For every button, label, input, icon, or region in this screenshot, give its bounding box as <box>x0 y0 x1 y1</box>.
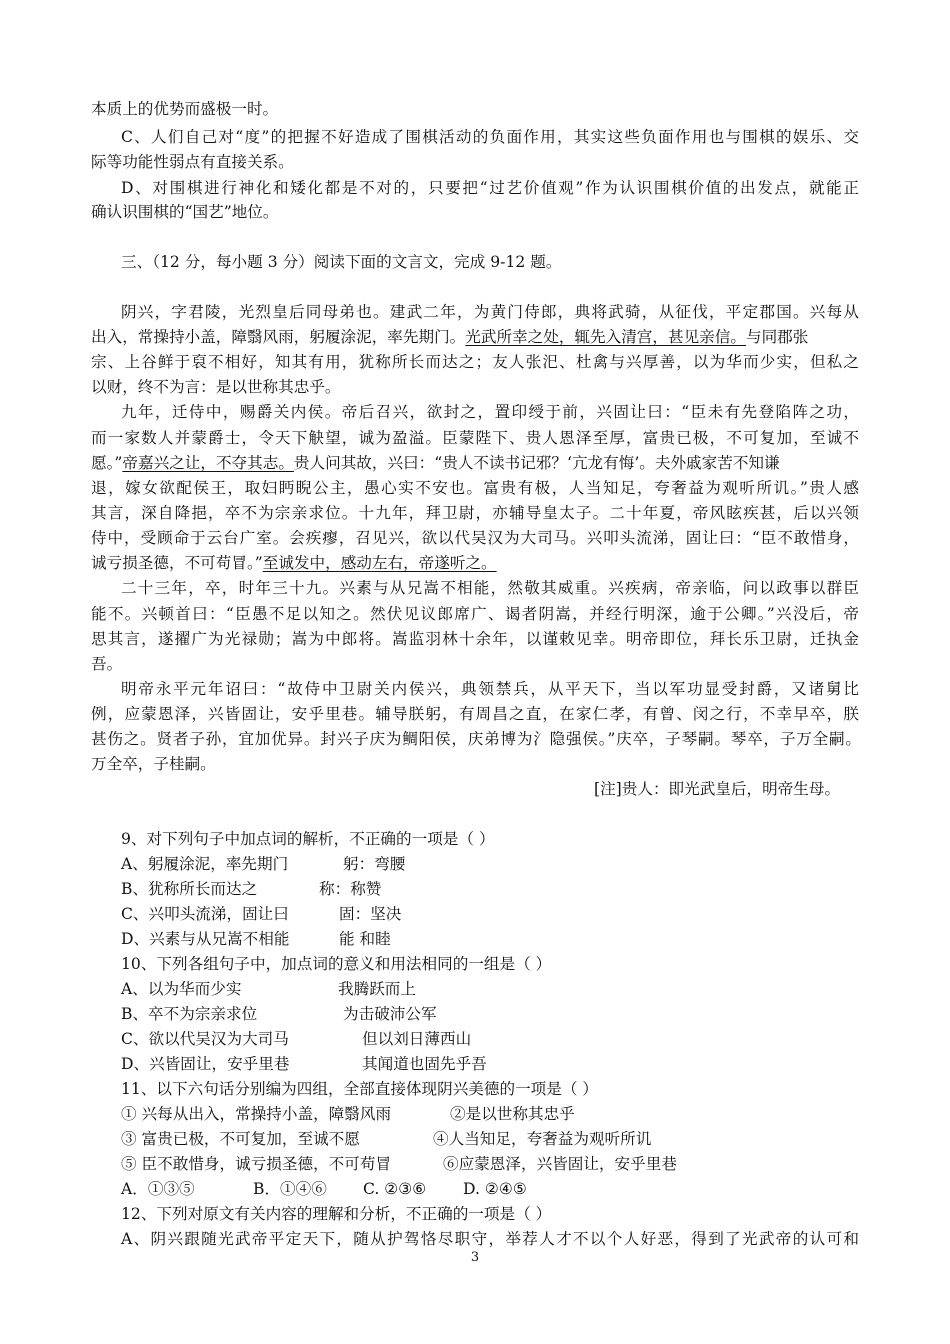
q10-option-c: C、欲以代吴汉为大司马 <box>121 1030 289 1048</box>
q9-option-d: D、兴素与从兄嵩不相能 <box>121 930 290 948</box>
q11-item: ②是以世称其忠乎 <box>450 1105 575 1123</box>
q11-choice-a: A．①③⑤ <box>121 1180 195 1198</box>
text-line: 确认识围棋的“国艺”地位。 <box>91 203 279 221</box>
text-line: 际等功能性弱点有直接关系。 <box>91 153 294 171</box>
q11-item: ⑥应蒙恩泽，兴皆固让，安乎里巷 <box>443 1155 677 1173</box>
passage-line: 愿。”帝嘉兴之让，不夺其志。贵人问其故，兴曰：“贵人不读书记邪？‘亢龙有悔’。夫外戚家苦不知谦 <box>91 454 780 472</box>
page-number: 3 <box>470 1250 480 1265</box>
passage-line: 例，应蒙恩泽，兴皆固让，安乎里巷。辅导朕躬，有周昌之直，在家仁孝，有曾、闵之行，不幸早卒，朕 <box>91 705 859 723</box>
q10-pair-c: 但以刘日薄西山 <box>362 1030 472 1048</box>
passage-line: 万全卒，子桂嗣。 <box>91 755 216 773</box>
question-9-stem: 9、对下列句子中加点词的解析，不正确的一项是（ ） <box>121 830 495 848</box>
passage-line: 其言，深自降挹，卒不为宗亲求位。十九年，拜卫尉，亦辅导皇太子。二十年夏，帝风眩疾甚，后以兴领 <box>91 504 859 522</box>
underlined-sentence: 帝嘉兴之让，不夺其志。 <box>122 454 294 472</box>
passage-line: 吾。 <box>91 655 123 673</box>
q11-choice-d: D. ②④⑤ <box>463 1180 527 1198</box>
passage-line: 能不。兴顿首曰：“臣愚不足以知之。然伏见议郎席广、谒者阴嵩，并经行明深，逾于公卿。”兴没后，帝 <box>91 605 859 623</box>
q9-option-b: B、犹称所长而达之 <box>121 880 258 898</box>
option-c: C、人们自己对“度”的把握不好造成了围棋活动的负面作用，其实这些负面作用也与围棋的娱乐、交 <box>121 128 859 146</box>
q10-pair-a: 我腾跃而上 <box>338 980 416 998</box>
passage-line: 退，嫁女欲配侯王，取妇眄睨公主，愚心实不安也。富贵有极，人当知足，夸奢益为观听所讥。”贵人感 <box>91 479 859 497</box>
q10-pair-d: 其闻道也固先乎吾 <box>362 1055 487 1073</box>
q11-item: ③ 富贵已极，不可复加，至诚不愿 <box>121 1130 360 1148</box>
q11-item: ① 兴每从出入，常操持小盖，障翳风雨 <box>121 1105 392 1123</box>
underlined-sentence: 至诚发中，感动左右，帝遂听之。 <box>262 554 497 572</box>
q11-item: ④人当知足，夸奢益为观听所讥 <box>433 1130 652 1148</box>
underlined-sentence: 光武所幸之处，辄先入清宫，甚见亲信。 <box>465 328 746 346</box>
question-10-stem: 10、下列各组句子中，加点词的意义和用法相同的一组是（ ） <box>121 955 552 973</box>
question-11-stem: 11、以下六句话分别编为四组，全部直接体现阴兴美德的一项是（ ） <box>121 1080 599 1098</box>
q10-option-b: B、卒不为宗亲求位 <box>121 1005 258 1023</box>
passage-line: 诚亏损圣德，不可苟冒。”至诚发中，感动左右，帝遂听之。 <box>91 554 497 572</box>
passage-line: 明帝永平元年诏曰：“故侍中卫尉关内侯兴，典领禁兵，从平天下，当以军功显受封爵，又诸舅比 <box>121 680 859 698</box>
q11-choice-c: C. ②③⑥ <box>363 1180 427 1198</box>
q10-option-d: D、兴皆固让，安乎里巷 <box>121 1055 290 1073</box>
passage-line: 侍中，受顾命于云台广室。会疾瘳，召见兴，欲以代吴汉为大司马。兴叩头流涕，固让曰：“臣不敢惜身， <box>91 529 859 547</box>
footnote: [注]贵人：即光武皇后，明帝生母。 <box>594 780 841 798</box>
q11-choice-b: B．①④⑥ <box>253 1180 327 1198</box>
option-d: D、对围棋进行神化和矮化都是不对的，只要把“过艺价值观”作为认识围棋价值的出发点，就能正 <box>121 179 859 197</box>
question-12-stem: 12、下列对原文有关内容的理解和分析，不正确的一项是（ ） <box>121 1205 552 1223</box>
q10-pair-b: 为击破沛公军 <box>343 1005 437 1023</box>
q9-option-c: C、兴叩头流涕，固让曰 <box>121 905 289 923</box>
passage-line: 出入，常操持小盖，障翳风雨，躬履涂泥，率先期门。光武所幸之处，辄先入清宫，甚见亲信。与同郡张 <box>91 328 809 346</box>
text-line: 本质上的优势而盛极一时。 <box>91 100 279 118</box>
q10-option-a: A、以为华而少实 <box>121 980 242 998</box>
q11-item: ⑤ 臣不敢惜身，诚亏损圣德，不可苟冒 <box>121 1155 392 1173</box>
q9-gloss-d: 能 和睦 <box>339 930 391 948</box>
section-heading: 三、（12 分，每小题 3 分）阅读下面的文言文，完成 9-12 题。 <box>121 253 562 271</box>
q9-gloss-b: 称：称赞 <box>319 880 382 898</box>
q9-gloss-a: 躬：弯腰 <box>343 855 406 873</box>
passage-line: 而一家数人并蒙爵士，令天下觖望，诚为盈溢。臣蒙陛下、贵人恩泽至厚，富贵已极，不可复加，至诚不 <box>91 429 859 447</box>
passage-line: 阴兴，字君陵，光烈皇后同母弟也。建武二年，为黄门侍郎，典将武骑，从征伐，平定郡国。兴每从 <box>121 303 859 321</box>
q12-option-a: A、阴兴跟随光武帝平定天下，随从护驾恪尽职守，举荐人才不以个人好恶，得到了光武帝的认可和 <box>121 1230 859 1248</box>
passage-line: 思其言，遂擢广为光禄勋；嵩为中郎将。嵩监羽林十余年，以谨敕见幸。明帝即位，拜长乐卫尉，迁执金 <box>91 630 859 648</box>
q9-option-a: A、躬履涂泥，率先期门 <box>121 855 289 873</box>
q9-gloss-c: 固：坚决 <box>339 905 402 923</box>
passage-line: 甚伤之。贤者子孙，宜加优异。封兴子庆为鲷阳侯，庆弟博为氵隐强侯。”庆卒，子琴嗣。琴卒，子万全嗣。 <box>91 730 861 748</box>
passage-line: 宗、上谷鲜于裒不相好，知其有用，犹称所长而达之；友人张汜、杜禽与兴厚善，以为华而少实，但私之 <box>91 353 859 371</box>
passage-line: 九年，迁侍中，赐爵关内侯。帝后召兴，欲封之，置印绶于前，兴固让曰：“臣未有先登陷阵之功， <box>121 403 859 421</box>
passage-line: 以财，终不为言：是以世称其忠乎。 <box>91 378 341 396</box>
passage-line: 二十三年，卒，时年三十九。兴素与从兄嵩不相能，然敬其威重。兴疾病，帝亲临，问以政事以群臣 <box>121 579 859 597</box>
